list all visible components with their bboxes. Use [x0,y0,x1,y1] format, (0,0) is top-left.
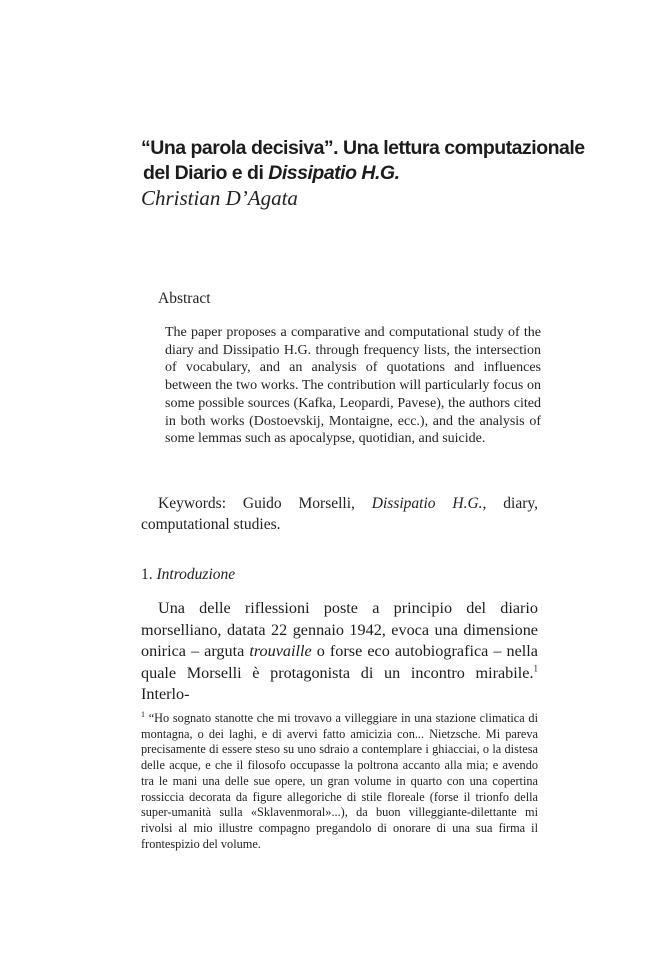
body-italic: trouvaille [249,642,312,660]
footnote [141,711,538,852]
footnote-mark: 1 [141,709,145,719]
article-title-line-2-text: del Diario e di [143,162,269,184]
body-text-2: o forse eco autobiografica – nella quale Morselli è protagonista di un incontro mirabile. [141,642,538,682]
abstract-text: The paper proposes a comparative and computational study of the diary and Dissipatio H.G. through frequency lists, the intersection of vocabulary, and an analysis of quotations and influences between the two works. The contribution will particularly focus on some possible sources (Kafka, Leopardi, Pavese), the authors cited in both works (Dostoevskij, Montaigne, ecc.), and the analysis of some lemmas such as apocalypse, quotidian, and suicide. [165,325,541,447]
body-text-1: Una delle riflessioni poste a principio del diario morselliano, datata 22 gennaio 1942, evoca una dimensione onirica – arguta [141,599,538,660]
body-text-3: Interlo- [141,685,190,703]
article-title-line-2 [141,161,561,186]
footnote-text: “Ho sognato stanotte che mi trovavo a villeggiare in una stazione climatica di montagna, o dei laghi, e di avervi fatto amicizia con... Nietzsche. Mi pareva precisamente di essere steso su uno sdraio a contemplare i ghiacciai, o la distesa delle acque, e che il filosofo occupasse la poltrona accanto alla mia; e avendo tra le mani una delle sue opere, un gran volume in quarto con una copertina rossiccia decorata da figure allegoriche di stile floreale (forse il trionfo della super-umanità sulla «Sklavenmoral»...), da buon villeggiante-dilettante mi rivolsi al mio illustre compagno pregandolo di onorare di una sua firma il frontespizio del volume. [141,711,538,851]
article-title-line-1: “Una parola decisiva”. Una lettura computazionale [141,137,585,159]
article-header [141,136,585,210]
footnote-reference[interactable]: 1 [533,663,538,674]
keywords-italic: Dissipatio H.G. [371,495,483,512]
body-paragraph [141,598,538,706]
keywords [141,494,538,535]
section-number: 1. [141,566,157,583]
article-title-italic: Dissipatio H.G. [268,162,400,184]
author-name: Christian D’Agata [141,186,298,210]
section-heading [141,566,235,584]
abstract-heading: Abstract [158,290,211,307]
section-title: Introduzione [156,566,236,583]
keywords-rest: , diary, computational studies. [141,495,539,533]
keywords-label: Keywords: Guido Morselli, [158,495,372,512]
